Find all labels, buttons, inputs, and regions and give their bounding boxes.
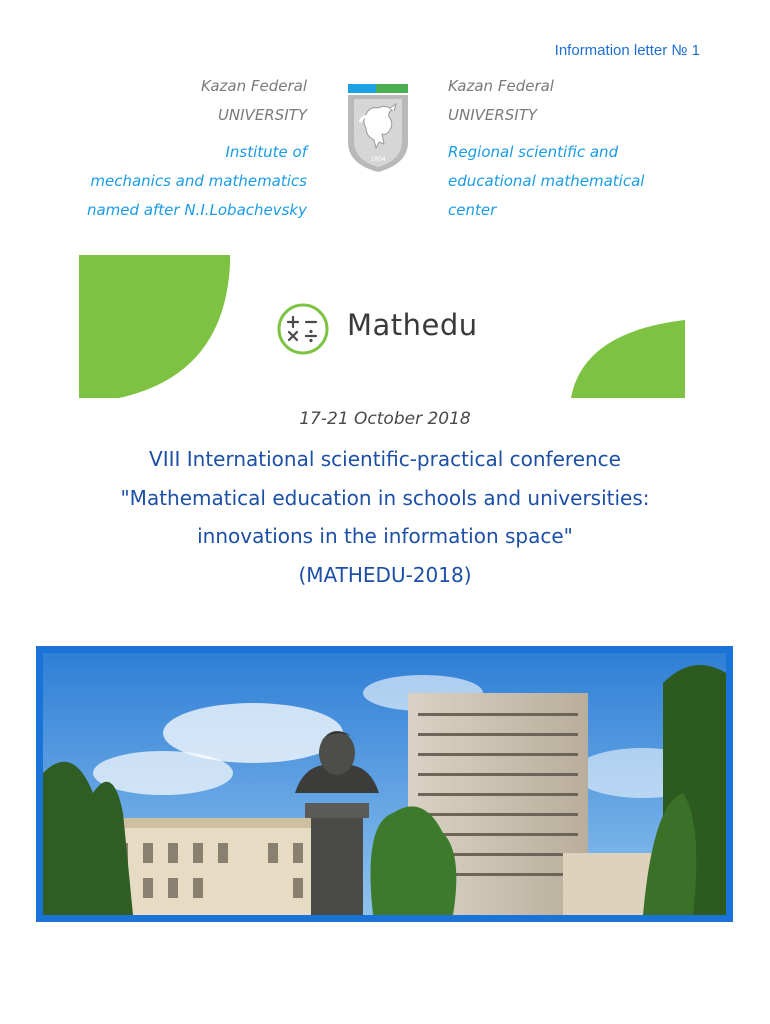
left-university-line1: Kazan Federal [201, 77, 307, 95]
kfu-crest-icon [346, 84, 410, 172]
left-institute-line1: Institute of [225, 143, 307, 161]
left-university-line2: UNIVERSITY [217, 106, 307, 124]
crest-year: 1804 [370, 156, 386, 163]
right-university-line2: UNIVERSITY [448, 106, 538, 124]
conference-title-line4: (MATHEDU-2018) [298, 562, 472, 587]
right-center-line1: Regional scientific and [448, 143, 619, 161]
campus-photo [43, 653, 726, 915]
right-affiliation [448, 72, 748, 225]
left-institute-line3: named after N.I.Lobachevsky [86, 201, 307, 219]
conference-title-line1: VIII International scientific-practical conference [149, 447, 621, 471]
green-quarter-shape-left [79, 255, 230, 398]
conference-title-line2: "Mathematical education in schools and universities: [120, 485, 650, 510]
mathedu-logo-text: Mathedu [347, 308, 478, 342]
right-university-line1: Kazan Federal [448, 77, 554, 95]
left-affiliation [20, 72, 307, 225]
left-institute-line2: mechanics and mathematics [90, 172, 307, 190]
right-center-line3: center [448, 201, 497, 219]
info-letter-number: Information letter № 1 [554, 42, 700, 59]
conference-title-line3: innovations in the information space" [197, 524, 573, 548]
right-center-line2: educational mathematical [448, 172, 645, 190]
green-quarter-shape-right [571, 320, 685, 398]
campus-photo-frame [36, 646, 733, 922]
conference-dates: 17-21 October 2018 [299, 409, 471, 429]
conference-title [40, 440, 730, 594]
